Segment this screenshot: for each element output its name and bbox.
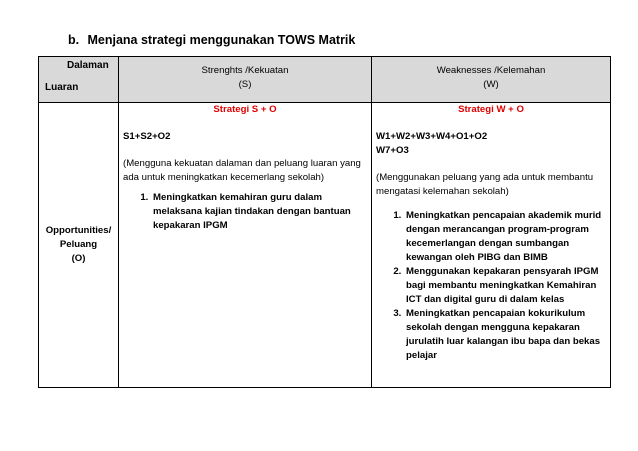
so-strategy-code: S1+S2+O2 <box>123 131 171 142</box>
section-heading <box>68 33 355 47</box>
weaknesses-header-title: Weaknesses /Kelemahan <box>436 65 546 76</box>
list-item: 2. Menggunakan kepakaran pensyarah IPGM bagi membantu meningkatkan Kemahiran ICT dan digital guru di dalam kelas <box>404 265 606 307</box>
wo-strategy-description: (Menggunakan peluang yang ada untuk membantu mengatasi kelemahan sekolah) <box>376 172 594 197</box>
table-header-row <box>39 57 611 103</box>
tows-matrix-table <box>38 56 611 388</box>
strengths-header-title: Strenghts /Kekuatan <box>201 65 289 76</box>
heading-number: b. <box>68 33 80 47</box>
wo-strategy-cell <box>372 103 611 388</box>
list-item: 3. Meningkatkan pencapaian kokurikulum sekolah dengan mengguna kepakaran jurulatih luar kalangan ibu bapa dan bekas pelajar <box>404 307 606 363</box>
wo-strategy-code: W1+W2+W3+W4+O1+O2 <box>376 131 488 142</box>
wo-strategy-list <box>376 209 606 363</box>
opportunities-row-label <box>39 103 119 388</box>
weaknesses-header <box>372 57 611 103</box>
strengths-header-code: (S) <box>238 79 252 90</box>
wo-strategy-title: Strategi W + O <box>458 104 524 115</box>
row-label-line2: Peluang <box>59 239 98 250</box>
row-label-line3: (O) <box>71 253 86 264</box>
corner-cell <box>39 57 119 103</box>
list-item: 1. Meningkatkan kemahiran guru dalam melaksana kajian tindakan dengan bantuan kepakaran IPGM <box>151 191 367 233</box>
strengths-header <box>119 57 372 103</box>
row-label-line1: Opportunities/ <box>45 225 112 236</box>
wo-strategy-code-2: W7+O3 <box>376 145 409 156</box>
so-strategy-list <box>123 191 367 233</box>
so-strategy-cell <box>119 103 372 388</box>
weaknesses-header-code: (W) <box>483 79 499 90</box>
heading-title: Menjana strategi menggunakan TOWS Matrik <box>87 33 356 47</box>
corner-label-dalaman: Dalaman <box>67 60 109 71</box>
so-strategy-title: Strategi S + O <box>213 104 277 115</box>
corner-label-luaran: Luaran <box>45 82 79 93</box>
so-strategy-description: (Mengguna kekuatan dalaman dan peluang luaran yang ada untuk meningkatkan kecemerlang sekolah) <box>123 158 361 183</box>
opportunities-row <box>39 103 611 388</box>
list-item: 1. Meningkatkan pencapaian akademik murid dengan merancangan program-program kecemerlangan dengan sumbangan kewangan oleh PIBG dan BIMB <box>404 209 606 265</box>
